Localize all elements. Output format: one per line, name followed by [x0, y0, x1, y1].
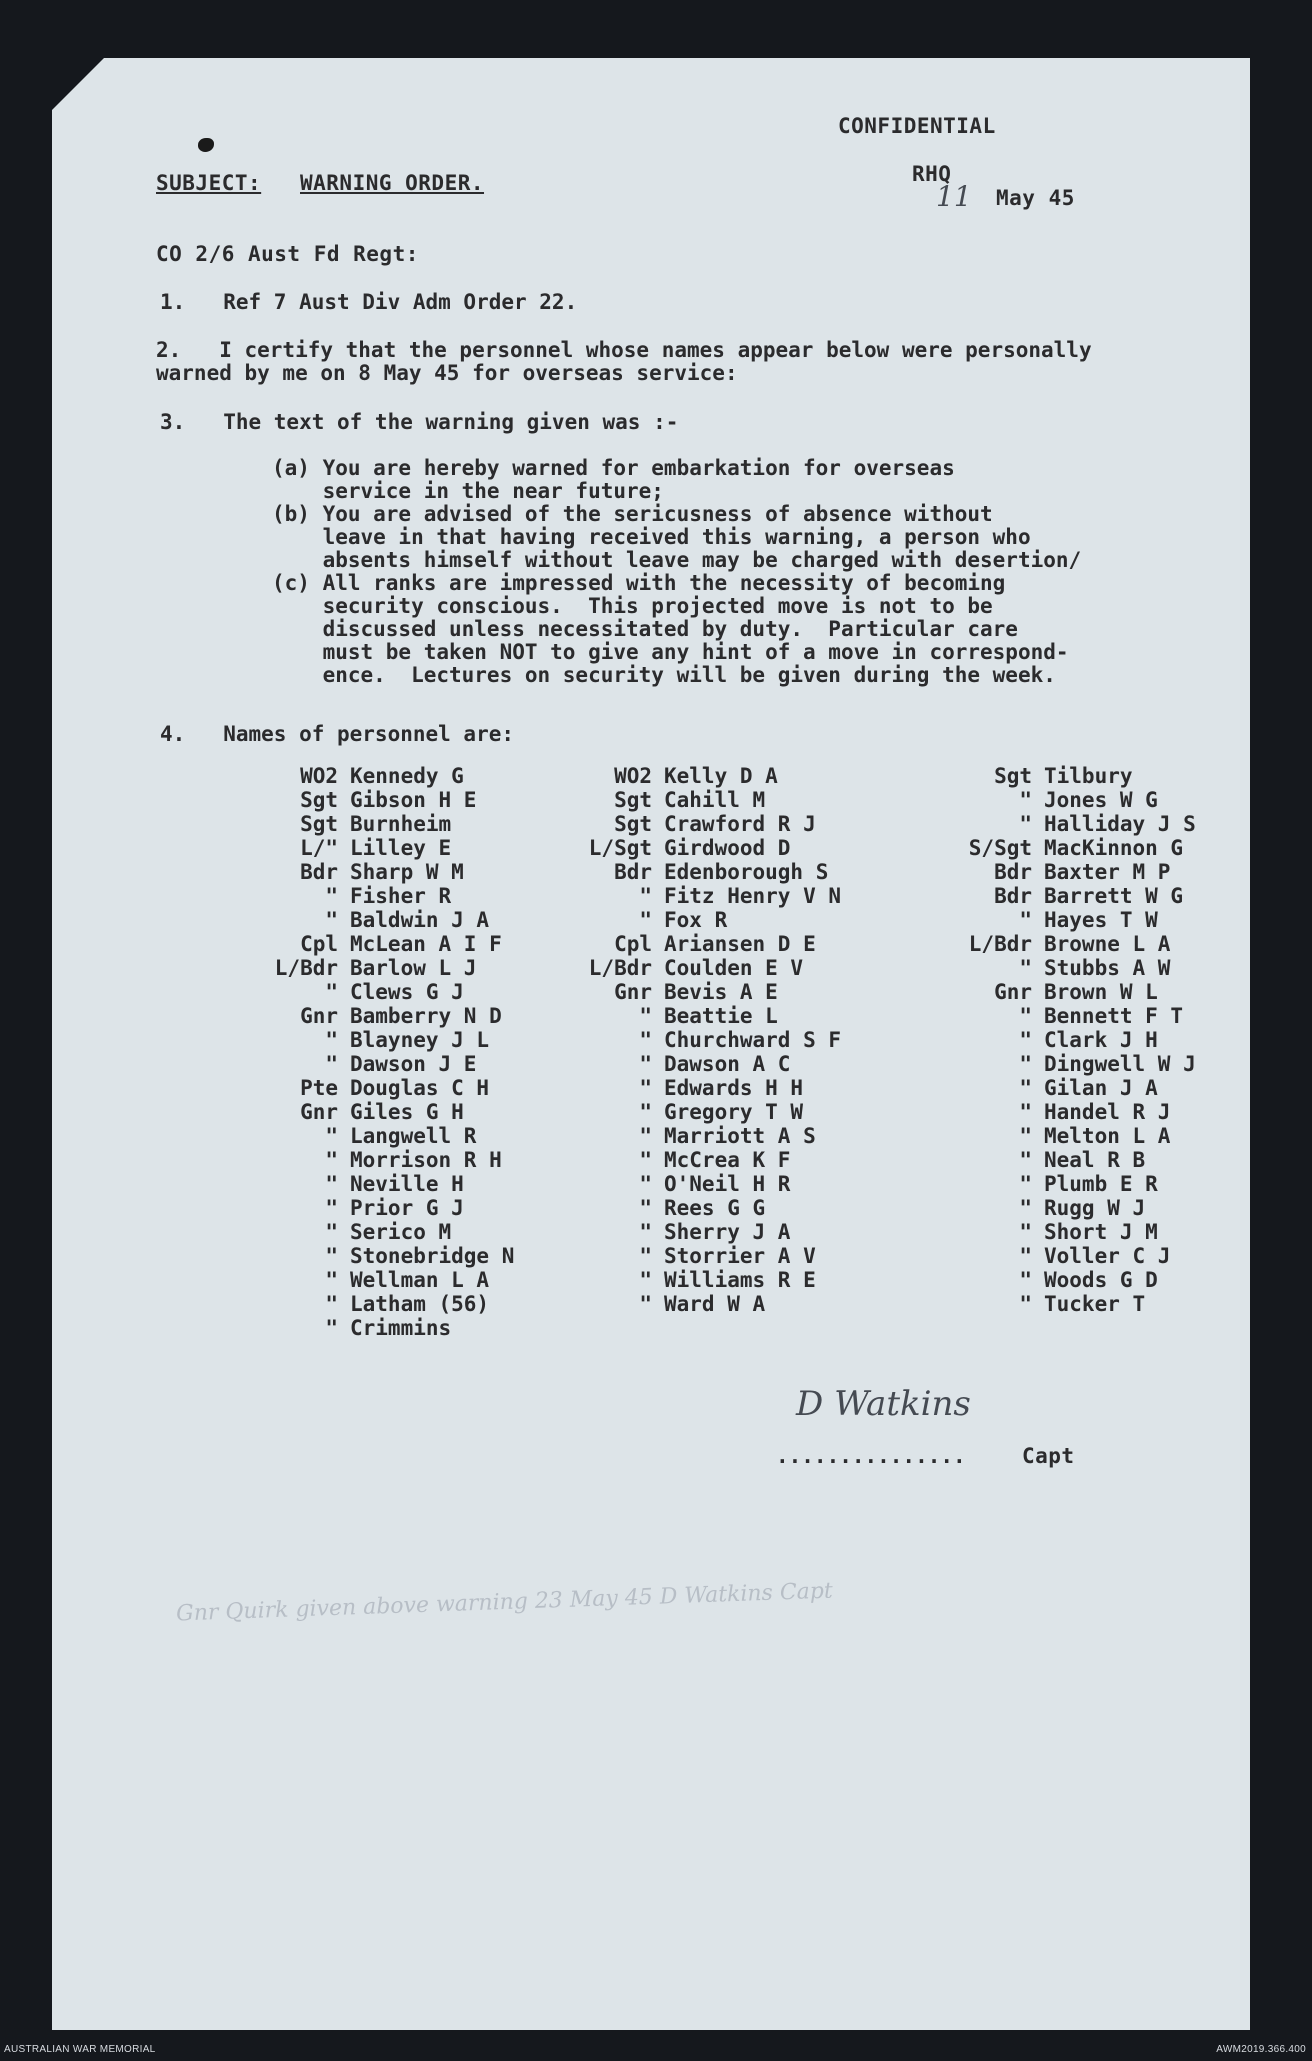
personnel-rank: Bdr — [994, 884, 1032, 908]
personnel-name: McLean A I F — [350, 932, 502, 956]
personnel-row — [325, 1052, 514, 1076]
personnel-rank: " — [639, 1076, 652, 1100]
footer-reference: AWM2019.366.400 — [1216, 2044, 1306, 2055]
personnel-rank: " — [639, 1268, 652, 1292]
warning-a-line-2: service in the near future; — [272, 479, 664, 503]
personnel-row — [325, 884, 514, 908]
personnel-column-1 — [274, 764, 515, 1340]
personnel-row — [639, 908, 841, 932]
personnel-rank: Bdr — [614, 860, 652, 884]
personnel-rank: " — [639, 1148, 652, 1172]
personnel-row — [300, 1076, 514, 1100]
personnel-rank: Cpl — [300, 932, 338, 956]
personnel-rank: " — [639, 884, 652, 908]
personnel-name: Gilan J A — [1044, 1076, 1158, 1100]
personnel-row — [325, 1028, 514, 1052]
personnel-name: Baldwin J A — [350, 908, 490, 932]
personnel-rank: " — [639, 908, 652, 932]
personnel-row — [588, 956, 841, 980]
personnel-name: Barrett W G — [1044, 884, 1184, 908]
personnel-row — [639, 1148, 841, 1172]
personnel-name: McCrea K F — [664, 1148, 791, 1172]
personnel-rank: Sgt — [300, 788, 338, 812]
personnel-row — [639, 1268, 841, 1292]
personnel-rank: " — [325, 1124, 338, 1148]
personnel-name: Ward W A — [664, 1292, 766, 1316]
personnel-rank: " — [639, 1004, 652, 1028]
personnel-rank: " — [1019, 1100, 1032, 1124]
personnel-row — [300, 860, 514, 884]
personnel-column-3 — [968, 764, 1196, 1316]
subject-text: WARNING ORDER. — [300, 171, 485, 195]
personnel-row — [300, 764, 514, 788]
personnel-name: Tilbury — [1044, 764, 1133, 788]
personnel-rank: WO2 — [300, 764, 338, 788]
personnel-row — [1019, 908, 1196, 932]
personnel-name: Clews G J — [350, 980, 464, 1004]
personnel-name: Fitz Henry V N — [664, 884, 842, 908]
personnel-name: Woods G D — [1044, 1268, 1158, 1292]
personnel-rank: " — [325, 884, 338, 908]
personnel-name: Jones W G — [1044, 788, 1158, 812]
personnel-rank: L/Bdr — [588, 956, 652, 980]
warning-c-line-1: (c) All ranks are impressed with the necessity of becoming — [272, 571, 1006, 595]
personnel-row — [614, 764, 841, 788]
warning-c-line-4: must be taken NOT to give any hint of a move in correspond- — [272, 640, 1069, 664]
personnel-rank: " — [1019, 1244, 1032, 1268]
warning-c-line-3: discussed unless necessitated by duty. Particular care — [272, 617, 1018, 641]
paragraph-2-line-2: warned by me on 8 May 45 for overseas service: — [156, 361, 738, 385]
personnel-rank: Bdr — [300, 860, 338, 884]
personnel-row — [300, 788, 514, 812]
personnel-name: Crawford R J — [664, 812, 816, 836]
personnel-row — [1019, 1124, 1196, 1148]
personnel-name: Tucker T — [1044, 1292, 1146, 1316]
personnel-rank: " — [639, 1100, 652, 1124]
paragraph-3: 3. The text of the warning given was :- — [160, 410, 679, 434]
personnel-name: Prior G J — [350, 1196, 464, 1220]
personnel-rank: Sgt — [994, 764, 1032, 788]
personnel-name: Wellman L A — [350, 1268, 490, 1292]
personnel-rank: " — [639, 1052, 652, 1076]
signature-dots: ............... — [776, 1444, 966, 1468]
personnel-rank: " — [1019, 812, 1032, 836]
personnel-rank: " — [639, 1292, 652, 1316]
personnel-name: Edenborough S — [664, 860, 829, 884]
warning-c-line-5: ence. Lectures on security will be given during the week. — [272, 663, 1056, 687]
personnel-rank: Sgt — [614, 788, 652, 812]
personnel-rank: " — [325, 1148, 338, 1172]
personnel-name: Barlow L J — [350, 956, 477, 980]
personnel-row — [274, 956, 514, 980]
personnel-rank: Bdr — [994, 860, 1032, 884]
pencil-annotation: Gnr Quirk given above warning 23 May 45 D Watkins Capt — [175, 1578, 834, 1627]
personnel-name: Beattie L — [664, 1004, 778, 1028]
personnel-row — [968, 932, 1196, 956]
personnel-row — [614, 932, 841, 956]
personnel-name: Voller C J — [1044, 1244, 1171, 1268]
personnel-rank: " — [325, 1220, 338, 1244]
personnel-row — [325, 1148, 514, 1172]
personnel-rank: " — [1019, 788, 1032, 812]
signature-rank: Capt — [1022, 1444, 1075, 1468]
personnel-row — [639, 1292, 841, 1316]
paragraph-2-line-1: 2. I certify that the personnel whose names appear below were personally — [156, 338, 1092, 362]
personnel-name: Neal R B — [1044, 1148, 1146, 1172]
personnel-row — [994, 860, 1196, 884]
personnel-name: Browne L A — [1044, 932, 1171, 956]
personnel-row — [994, 980, 1196, 1004]
personnel-rank: Pte — [300, 1076, 338, 1100]
personnel-row — [300, 836, 514, 860]
personnel-name: Halliday J S — [1044, 812, 1196, 836]
personnel-name: Marriott A S — [664, 1124, 816, 1148]
personnel-row — [639, 1220, 841, 1244]
personnel-row — [639, 1028, 842, 1052]
classification-label: CONFIDENTIAL — [838, 114, 996, 138]
personnel-rank: " — [1019, 1148, 1032, 1172]
personnel-rank: " — [1019, 1124, 1032, 1148]
personnel-row — [588, 836, 841, 860]
warning-b-line-1: (b) You are advised of the sericusness of absence without — [272, 502, 993, 526]
personnel-name: Stubbs A W — [1044, 956, 1171, 980]
personnel-name: O'Neil H R — [664, 1172, 791, 1196]
personnel-name: Clark J H — [1044, 1028, 1158, 1052]
personnel-name: Gregory T W — [664, 1100, 804, 1124]
personnel-row — [325, 1244, 515, 1268]
personnel-row — [614, 788, 841, 812]
personnel-row — [639, 1196, 841, 1220]
personnel-rank: " — [325, 1244, 338, 1268]
personnel-name: Kennedy G — [350, 764, 464, 788]
personnel-row — [1019, 1268, 1196, 1292]
personnel-row — [300, 1004, 514, 1028]
personnel-row — [639, 1004, 841, 1028]
personnel-name: Plumb E R — [1044, 1172, 1158, 1196]
personnel-row — [300, 812, 514, 836]
personnel-row — [1019, 1196, 1196, 1220]
personnel-rank: " — [325, 1316, 338, 1340]
paragraph-1: 1. Ref 7 Aust Div Adm Order 22. — [160, 290, 578, 314]
personnel-rank: L/Sgt — [588, 836, 652, 860]
personnel-row — [614, 860, 841, 884]
personnel-name: Burnheim — [350, 812, 452, 836]
personnel-row — [300, 1100, 514, 1124]
personnel-row — [1019, 1244, 1196, 1268]
personnel-rank: " — [639, 1124, 652, 1148]
paragraph-4: 4. Names of personnel are: — [160, 722, 515, 746]
personnel-name: Fisher R — [350, 884, 452, 908]
personnel-name: Douglas C H — [350, 1076, 490, 1100]
personnel-rank: " — [1019, 1004, 1032, 1028]
personnel-rank: " — [325, 1268, 338, 1292]
personnel-name: Rees G G — [664, 1196, 766, 1220]
personnel-row — [325, 1220, 514, 1244]
personnel-rank: " — [1019, 1052, 1032, 1076]
personnel-row — [1019, 1172, 1196, 1196]
personnel-name: Blayney J L — [350, 1028, 490, 1052]
personnel-rank: Sgt — [300, 812, 338, 836]
personnel-row — [639, 1100, 841, 1124]
personnel-row — [1019, 1028, 1196, 1052]
personnel-rank: " — [1019, 1076, 1032, 1100]
personnel-rank: " — [325, 980, 338, 1004]
personnel-name: Sherry J A — [664, 1220, 791, 1244]
personnel-rank: " — [325, 908, 338, 932]
personnel-rank: Sgt — [614, 812, 652, 836]
personnel-name: Short J M — [1044, 1220, 1158, 1244]
personnel-row — [325, 1124, 514, 1148]
personnel-row — [968, 836, 1196, 860]
personnel-rank: " — [1019, 1292, 1032, 1316]
personnel-rank: " — [1019, 956, 1032, 980]
warning-b-line-2: leave in that having received this warning, a person who — [272, 525, 1031, 549]
date-label: May 45 — [996, 186, 1075, 210]
personnel-name: Edwards H H — [664, 1076, 804, 1100]
personnel-row — [325, 1316, 514, 1340]
personnel-row — [639, 1076, 841, 1100]
personnel-name: Serico M — [350, 1220, 452, 1244]
personnel-rank: " — [639, 1172, 652, 1196]
personnel-rank: " — [1019, 908, 1032, 932]
addressee: CO 2/6 Aust Fd Regt: — [156, 242, 419, 266]
personnel-row — [1019, 812, 1196, 836]
personnel-row — [325, 1292, 514, 1316]
personnel-row — [1019, 1004, 1196, 1028]
personnel-rank: " — [639, 1244, 652, 1268]
personnel-row — [994, 884, 1196, 908]
personnel-name: Melton L A — [1044, 1124, 1171, 1148]
personnel-name: Lilley E — [350, 836, 452, 860]
personnel-row — [325, 1268, 514, 1292]
personnel-row — [1019, 1292, 1196, 1316]
personnel-row — [1019, 1220, 1196, 1244]
personnel-name: Coulden E V — [664, 956, 804, 980]
personnel-row — [325, 980, 514, 1004]
personnel-row — [639, 1124, 841, 1148]
personnel-rank: Gnr — [300, 1100, 338, 1124]
personnel-rank: " — [1019, 1220, 1032, 1244]
personnel-rank: " — [1019, 1028, 1032, 1052]
personnel-row — [614, 980, 841, 1004]
warning-b-line-3: absents himself without leave may be charged with desertion/ — [272, 548, 1082, 572]
personnel-name: Ariansen D E — [664, 932, 816, 956]
personnel-name: Brown W L — [1044, 980, 1158, 1004]
personnel-name: Fox R — [664, 908, 728, 932]
personnel-row — [1019, 1100, 1196, 1124]
personnel-name: Bevis A E — [664, 980, 778, 1004]
personnel-row — [639, 1244, 841, 1268]
personnel-name: Giles G H — [350, 1100, 464, 1124]
personnel-name: Dawson A C — [664, 1052, 791, 1076]
personnel-row — [614, 812, 841, 836]
personnel-row — [1019, 1076, 1196, 1100]
personnel-name: Williams R E — [664, 1268, 816, 1292]
personnel-name: Gibson H E — [350, 788, 477, 812]
personnel-name: Latham (56) — [350, 1292, 490, 1316]
personnel-name: Girdwood D — [664, 836, 791, 860]
personnel-row — [1019, 956, 1196, 980]
subject-label: SUBJECT: — [156, 171, 262, 195]
warning-c-line-2: security conscious. This projected move is not to be — [272, 594, 993, 618]
warning-a-line-1: (a) You are hereby warned for embarkation for overseas — [272, 456, 955, 480]
personnel-name: Cahill M — [664, 788, 766, 812]
personnel-column-2 — [588, 764, 842, 1316]
personnel-name: MacKinnon G — [1044, 836, 1184, 860]
personnel-row — [994, 764, 1196, 788]
personnel-rank: " — [325, 1292, 338, 1316]
personnel-rank: " — [639, 1028, 652, 1052]
personnel-row — [1019, 1052, 1196, 1076]
personnel-rank: Gnr — [300, 1004, 338, 1028]
personnel-row — [639, 1172, 841, 1196]
personnel-rank: " — [639, 1196, 652, 1220]
personnel-row — [1019, 1148, 1196, 1172]
personnel-rank: L/Bdr — [274, 956, 338, 980]
personnel-name: Stonebridge N — [350, 1244, 515, 1268]
personnel-name: Langwell R — [350, 1124, 477, 1148]
personnel-row — [300, 932, 514, 956]
personnel-name: Rugg W J — [1044, 1196, 1146, 1220]
personnel-name: Dawson J E — [350, 1052, 477, 1076]
personnel-name: Morrison R H — [350, 1148, 502, 1172]
personnel-rank: " — [325, 1028, 338, 1052]
signature: D Watkins — [796, 1384, 971, 1424]
personnel-name: Hayes T W — [1044, 908, 1158, 932]
origin-label: RHQ — [912, 162, 952, 186]
personnel-rank: S/Sgt — [968, 836, 1032, 860]
personnel-name: Storrier A V — [664, 1244, 816, 1268]
personnel-name: Baxter M P — [1044, 860, 1171, 884]
personnel-row — [639, 884, 842, 908]
personnel-rank: " — [639, 1220, 652, 1244]
footer-credit: AUSTRALIAN WAR MEMORIAL — [4, 2044, 156, 2055]
personnel-rank: Gnr — [994, 980, 1032, 1004]
personnel-name: Dingwell W J — [1044, 1052, 1196, 1076]
personnel-row — [325, 1172, 514, 1196]
personnel-name: Handel R J — [1044, 1100, 1171, 1124]
handwritten-day: 11 — [936, 180, 972, 213]
personnel-name: Bennett F T — [1044, 1004, 1184, 1028]
personnel-rank: WO2 — [614, 764, 652, 788]
personnel-rank: L/" — [300, 836, 338, 860]
personnel-name: Bamberry N D — [350, 1004, 502, 1028]
personnel-row — [639, 1052, 841, 1076]
personnel-rank: L/Bdr — [968, 932, 1032, 956]
personnel-name: Kelly D A — [664, 764, 778, 788]
personnel-row — [325, 1196, 514, 1220]
personnel-rank: " — [1019, 1268, 1032, 1292]
personnel-rank: " — [1019, 1196, 1032, 1220]
personnel-rank: " — [325, 1172, 338, 1196]
personnel-name: Crimmins — [350, 1316, 452, 1340]
personnel-rank: Gnr — [614, 980, 652, 1004]
personnel-row — [1019, 788, 1196, 812]
personnel-name: Sharp W M — [350, 860, 464, 884]
personnel-rank: " — [325, 1196, 338, 1220]
personnel-rank: Cpl — [614, 932, 652, 956]
personnel-rank: " — [325, 1052, 338, 1076]
personnel-name: Churchward S F — [664, 1028, 842, 1052]
personnel-row — [325, 908, 514, 932]
personnel-rank: " — [1019, 1172, 1032, 1196]
personnel-name: Neville H — [350, 1172, 464, 1196]
